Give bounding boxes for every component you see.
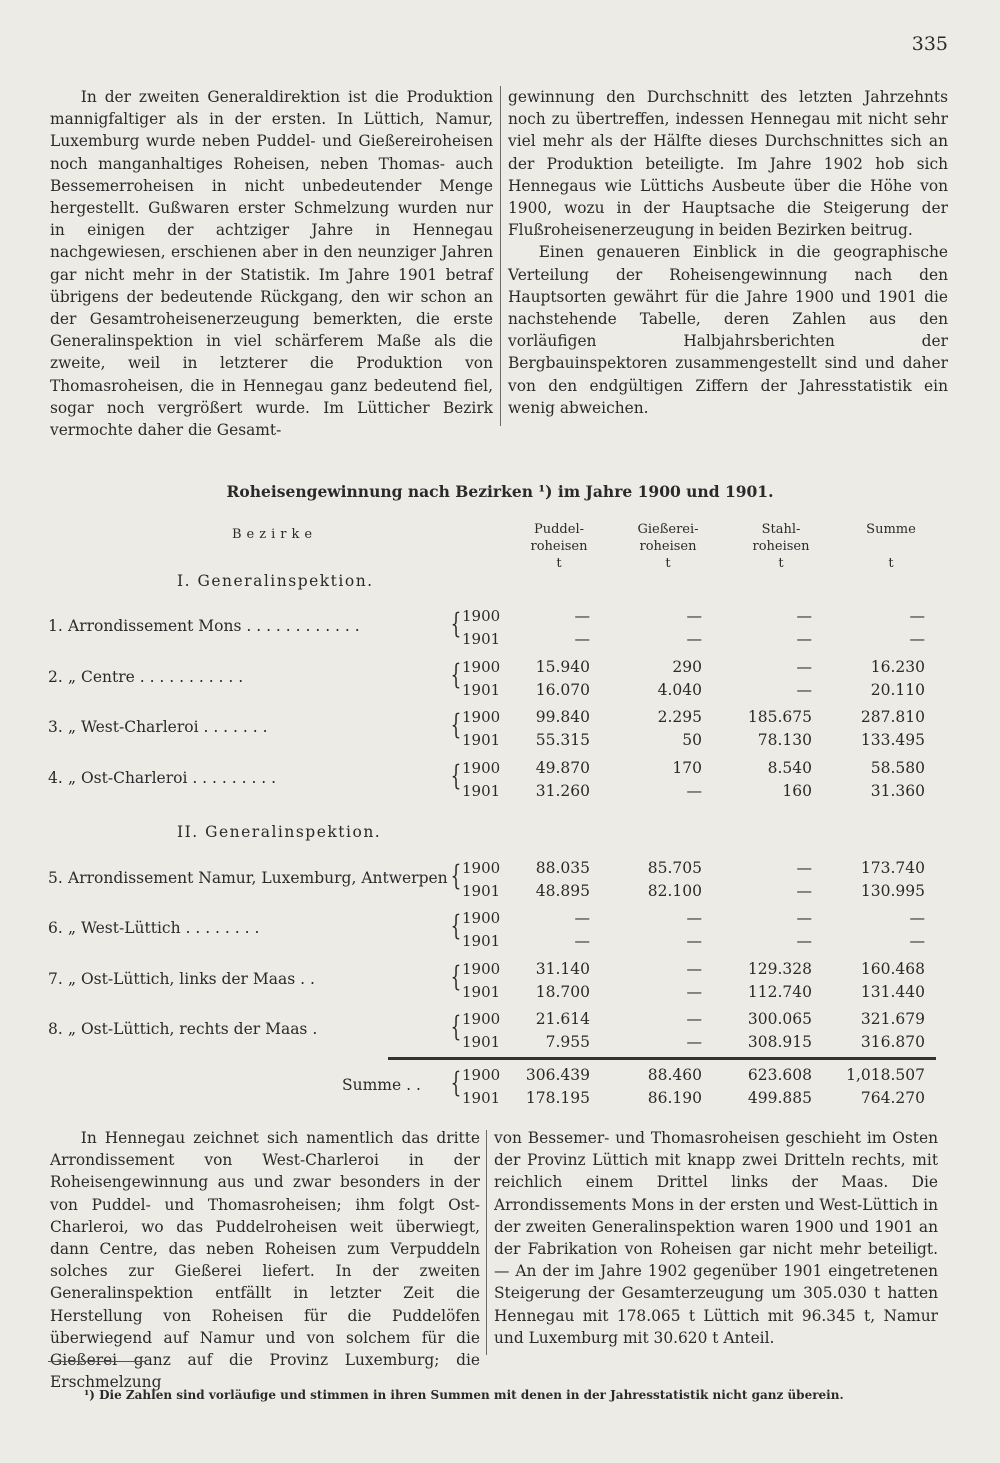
year-label: 1900 (462, 960, 501, 978)
year-label: 1901 (462, 983, 501, 1001)
row-label: „ West-Lüttich . . . . . . . . (68, 919, 260, 937)
table-cell: — (574, 932, 590, 950)
year-label: 1901 (462, 882, 501, 900)
table-cell: 130.995 (860, 882, 925, 900)
brace-glyph: { (450, 759, 462, 792)
year-label: 1901 (462, 782, 501, 800)
table-cell: 4.040 (657, 681, 702, 699)
text-column-top-right (508, 86, 948, 419)
year-label: 1900 (462, 1010, 501, 1028)
year-label: 1900 (462, 658, 501, 676)
year-label: 1900 (462, 607, 501, 625)
table-cell: 7.955 (545, 1033, 590, 1051)
row-number: 3. (48, 718, 63, 736)
table-cell: 58.580 (870, 759, 925, 777)
table-cell: 21.614 (535, 1010, 590, 1028)
row-number: 2. (48, 668, 63, 686)
page-number: 335 (911, 33, 948, 55)
table-cell: 160 (782, 782, 812, 800)
brace-glyph: { (450, 859, 462, 892)
brace-glyph: { (450, 909, 462, 942)
table-cell: 55.315 (535, 731, 590, 749)
header-text: Summe t (866, 522, 916, 571)
table-cell: — (686, 983, 702, 1001)
column-header-puddel (504, 521, 614, 572)
year-label: 1901 (462, 1089, 501, 1107)
row-label: Arrondissement Namur, Luxemburg, Antwerpen (68, 869, 448, 887)
row-label: „ West-Charleroi . . . . . . . (68, 718, 268, 736)
table-cell: 50 (682, 731, 702, 749)
row-number: 7. (48, 970, 63, 988)
table-cell: 18.700 (535, 983, 590, 1001)
brace-glyph: { (450, 658, 462, 691)
sum-label: Summe . . (342, 1076, 421, 1094)
table-cell: — (574, 909, 590, 927)
table-cell: — (909, 630, 925, 648)
column-header-giesserei (613, 521, 723, 572)
table-cell: — (686, 630, 702, 648)
header-text: Gießerei- roheisen t (637, 522, 699, 571)
header-text: Puddel- roheisen t (530, 522, 588, 571)
table-cell: 131.440 (860, 983, 925, 1001)
row-number: 5. (48, 869, 63, 887)
table-cell: 31.260 (535, 782, 590, 800)
table-cell: — (574, 630, 590, 648)
table-cell: 78.130 (757, 731, 812, 749)
table-cell: 31.140 (535, 960, 590, 978)
table-cell: 499.885 (747, 1089, 812, 1107)
section-heading: I. Generalinspektion. (177, 572, 374, 590)
column-divider (486, 1130, 487, 1355)
table-cell: 321.679 (860, 1010, 925, 1028)
table-cell: 85.705 (647, 859, 702, 877)
row-label: „ Centre . . . . . . . . . . . (68, 668, 244, 686)
table-cell: 88.035 (535, 859, 590, 877)
table-cell: 49.870 (535, 759, 590, 777)
table-cell: 15.940 (535, 658, 590, 676)
table-cell: — (796, 859, 812, 877)
table-cell: 178.195 (525, 1089, 590, 1107)
table-cell: 170 (672, 759, 702, 777)
brace-glyph: { (450, 960, 462, 993)
sum-rule (388, 1057, 936, 1060)
year-label: 1900 (462, 909, 501, 927)
table-cell: 8.540 (767, 759, 812, 777)
table-cell: — (796, 658, 812, 676)
table-cell: 1,018.507 (846, 1066, 925, 1084)
table-cell: — (686, 960, 702, 978)
table-cell: 20.110 (870, 681, 925, 699)
row-number: 6. (48, 919, 63, 937)
row-label: „ Ost-Charleroi . . . . . . . . . (68, 769, 277, 787)
section-heading: II. Generalinspektion. (177, 823, 382, 841)
row-label: „ Ost-Lüttich, rechts der Maas . (68, 1020, 318, 1038)
table-cell: 173.740 (860, 859, 925, 877)
table-cell: — (796, 681, 812, 699)
brace-glyph: { (450, 1010, 462, 1043)
table-cell: 16.230 (870, 658, 925, 676)
table-cell: — (686, 782, 702, 800)
table-cell: — (909, 909, 925, 927)
text-column-bottom-left (50, 1127, 480, 1393)
table-cell: — (686, 607, 702, 625)
table-cell: — (796, 932, 812, 950)
table-cell: — (796, 909, 812, 927)
table-cell: — (909, 607, 925, 625)
table-cell: — (686, 1033, 702, 1051)
footnote-rule (48, 1361, 146, 1362)
table-cell: — (796, 607, 812, 625)
text-column-top-left (50, 86, 493, 441)
brace-glyph: { (450, 708, 462, 741)
year-label: 1901 (462, 731, 501, 749)
column-header-stahl (726, 521, 836, 572)
year-label: 1900 (462, 708, 501, 726)
row-number: 1. (48, 617, 63, 635)
table-cell: 316.870 (860, 1033, 925, 1051)
column-divider (500, 86, 501, 426)
table-cell: 2.295 (657, 708, 702, 726)
row-number: 4. (48, 769, 63, 787)
table-cell: 31.360 (870, 782, 925, 800)
column-header-summe (836, 521, 946, 572)
table-cell: 764.270 (860, 1089, 925, 1107)
paragraph: von Bessemer- und Thomasroheisen geschieht im Osten der Provinz Lüttich mit knapp zwei Dritteln rechts, mit reichlich einem Drittel links der Maas. Die Arrondissements Mons in der ersten und West-Lüttich in der zweiten Generalinspektion waren 1900 und 1901 an der Fabrikation von Roheisen gar nicht mehr beteiligt. — An der im Jahre 1902 gegenüber 1901 eingetretenen Steigerung der Gesamterzeugung um 305.030 t hatten Hennegau mit 178.065 t Lüttich mit 96.345 t, Namur und Luxemburg mit 30.620 t Anteil. (494, 1129, 938, 1347)
table-cell: 300.065 (747, 1010, 812, 1028)
year-label: 1901 (462, 681, 501, 699)
table-cell: 88.460 (647, 1066, 702, 1084)
table-cell: — (686, 909, 702, 927)
year-label: 1900 (462, 1066, 501, 1084)
table-cell: 306.439 (525, 1066, 590, 1084)
table-cell: 290 (672, 658, 702, 676)
paragraph: gewinnung den Durchschnitt des letzten Jahrzehnts noch zu übertreffen, indessen Hennegau mit nicht sehr viel mehr als der Hälfte dieses Durchschnittes sich an der Produktion beteiligte. Im Jahre 1902 hob sich Hennegaus wie Lüttichs Ausbeute über die Höhe von 1900, wozu in der Hauptsache die Steigerung der Flußroheisenerzeugung in beiden Bezirken beitrug. (508, 88, 948, 240)
row-label: Arrondissement Mons . . . . . . . . . . . . (68, 617, 360, 635)
table-cell: — (909, 932, 925, 950)
table-cell: 308.915 (747, 1033, 812, 1051)
table-caption: Roheisengewinnung nach Bezirken ¹) im Jahre 1900 und 1901. (226, 482, 774, 501)
row-label: „ Ost-Lüttich, links der Maas . . (68, 970, 315, 988)
footnote: ¹) Die Zahlen sind vorläufige und stimmen in ihren Summen mit denen in der Jahresstatistik nicht ganz überein. (84, 1388, 844, 1402)
year-label: 1901 (462, 932, 501, 950)
table-cell: 48.895 (535, 882, 590, 900)
table-cell: 287.810 (860, 708, 925, 726)
brace-glyph: { (450, 1066, 462, 1099)
table-cell: 160.468 (860, 960, 925, 978)
table-cell: — (796, 882, 812, 900)
paragraph: In der zweiten Generaldirektion ist die Produktion mannigfaltiger als in der ersten. In Lüttich, Namur, Luxemburg wurde neben Puddel- und Gießereiroheisen noch manganhaltiges Roheisen, neben Thomas- auch Bessemerroheisen in nicht unbedeutender Menge hergestellt. Gußwaren erster Schmelzung wurden nur in einigen der achtziger Jahre in Hennegau nachgewiesen, erschienen aber in den neunziger Jahren gar nicht mehr in der Statistik. Im Jahre 1901 betraf übrigens der bedeutende Rückgang, den wir schon an der Gesamtroheisenerzeugung bemerkten, die erste Generalinspektion in viel schärferem Maße als die zweite, weil in letzterer die Produktion von Thomasroheisen, die in Hennegau ganz bedeutend fiel, sogar noch vergrößert wurde. Im Lütticher Bezirk vermochte daher die Gesamt- (50, 88, 493, 440)
table-cell: — (686, 1010, 702, 1028)
paragraph: In Hennegau zeichnet sich namentlich das dritte Arrondissement von West-Charleroi in der Roheisengewinnung aus und zwar besonders in der von Puddel- und Thomasroheisen; ihm folgt Ost-Charleroi, wo das Puddelroheisen weit überwiegt, dann Centre, das neben Roheisen zum Verpuddeln solches zur Gießerei liefert. In der zweiten Generalinspektion entfällt in letzter Zeit die Herstellung von Roheisen für die Puddelöfen überwiegend auf Namur und von solchem für die Gießerei ganz auf die Provinz Luxemburg; die Erschmelzung (50, 1129, 480, 1392)
table-cell: — (574, 607, 590, 625)
paragraph: Einen genaueren Einblick in die geographische Verteilung der Roheisengewinnung nach den Hauptsorten gewährt für die Jahre 1900 und 1901 die nachstehende Tabelle, deren Zahlen aus den vorläufigen Halbjahrsberichten der Bergbauinspektoren zusammengestellt sind und daher von den endgültigen Ziffern der Jahresstatistik ein wenig abweichen. (508, 243, 948, 417)
table-cell: — (686, 932, 702, 950)
header-text: Stahl- roheisen t (752, 522, 810, 571)
text-column-bottom-right (494, 1127, 938, 1349)
table-cell: 86.190 (647, 1089, 702, 1107)
table-cell: 16.070 (535, 681, 590, 699)
table-cell: 112.740 (747, 983, 812, 1001)
table-cell: 82.100 (647, 882, 702, 900)
table-cell: 129.328 (747, 960, 812, 978)
brace-glyph: { (450, 607, 462, 640)
column-header-bezirke: Bezirke (232, 527, 318, 542)
table-cell: — (796, 630, 812, 648)
table-cell: 185.675 (747, 708, 812, 726)
table-cell: 133.495 (860, 731, 925, 749)
year-label: 1900 (462, 859, 501, 877)
table-cell: 623.608 (747, 1066, 812, 1084)
table-cell: 99.840 (535, 708, 590, 726)
year-label: 1900 (462, 759, 501, 777)
row-number: 8. (48, 1020, 63, 1038)
year-label: 1901 (462, 1033, 501, 1051)
year-label: 1901 (462, 630, 501, 648)
